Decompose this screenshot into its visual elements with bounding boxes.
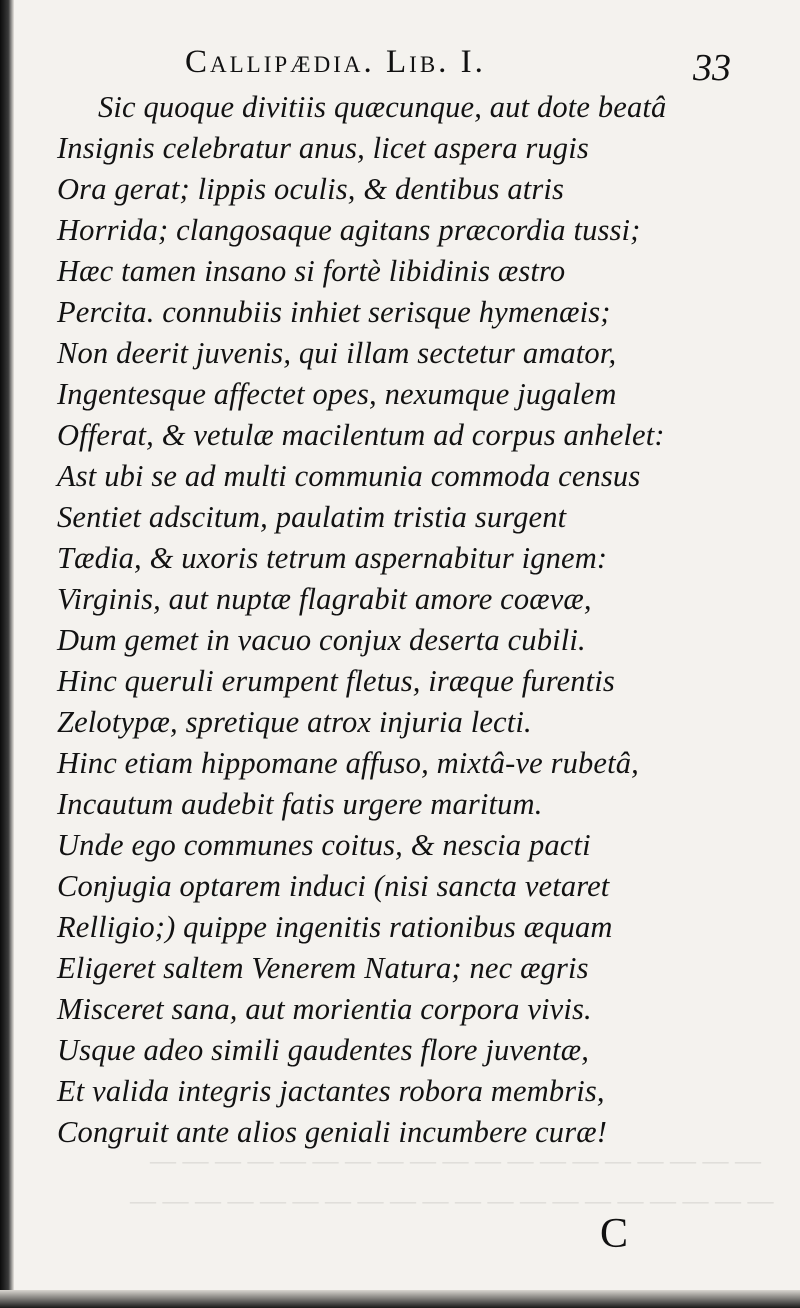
verse-line: Percita. connubiis inhiet serisque hymenæis;: [57, 295, 611, 329]
verse-line: Horrida; clangosaque agitans præcordia tussi;: [57, 213, 641, 247]
verse-line: Ast ubi se ad multi communia commoda census: [57, 459, 641, 493]
verse-line: Hinc etiam hippomane affuso, mixtâ-ve rubetâ,: [57, 746, 639, 780]
verse-line: Congruit ante alios geniali incumbere curæ!: [57, 1115, 608, 1149]
verse-line: Hinc queruli erumpent fletus, iræque furentis: [57, 664, 615, 698]
running-title: Callipædia. Lib. I.: [185, 44, 486, 80]
page-number: 33: [693, 47, 731, 89]
verse-line: Non deerit juvenis, qui illam sectetur amator,: [57, 336, 617, 370]
verse-line: Usque adeo simili gaudentes flore juventæ,: [57, 1033, 590, 1067]
show-through-line: — — — — — — — — — — — — — — — — — — — —: [130, 1186, 774, 1215]
verse-line: Virginis, aut nuptæ flagrabit amore coævæ,: [57, 582, 592, 616]
verse-line: Dum gemet in vacuo conjux deserta cubili.: [57, 623, 586, 657]
verse-line: Zelotypæ, spretique atrox injuria lecti.: [57, 705, 532, 739]
verse-line: Conjugia optarem induci (nisi sancta vetaret: [57, 869, 610, 903]
verse-line: Offerat, & vetulæ macilentum ad corpus anhelet:: [57, 418, 665, 452]
verse-line: Incautum audebit fatis urgere maritum.: [57, 787, 543, 821]
verse-line: Misceret sana, aut morientia corpora vivis.: [57, 992, 592, 1026]
verse-line: Ora gerat; lippis oculis, & dentibus atris: [57, 172, 565, 206]
verse-line: Hæc tamen insano si fortè libidinis æstro: [57, 254, 566, 288]
verse-line: Tædia, & uxoris tetrum aspernabitur ignem:: [57, 541, 608, 575]
verse-line: Sic quoque divitiis quæcunque, aut dote beatâ: [98, 90, 667, 124]
verse-line: Insignis celebratur anus, licet aspera rugis: [57, 131, 589, 165]
verse-line: Unde ego communes coitus, & nescia pacti: [57, 828, 591, 862]
verse-line: Sentiet adscitum, paulatim tristia surgent: [57, 500, 567, 534]
page-bottom-shadow: [0, 1290, 800, 1308]
signature-mark: C: [600, 1211, 629, 1257]
verse-line: Ingentesque affectet opes, nexumque jugalem: [57, 377, 617, 411]
verse-line: Et valida integris jactantes robora membris,: [57, 1074, 605, 1108]
verse-line: Eligeret saltem Venerem Natura; nec ægris: [57, 951, 589, 985]
show-through-line: — — — — — — — — — — — — — — — — — — —: [150, 1146, 761, 1175]
verse-line: Relligio;) quippe ingenitis rationibus æquam: [57, 910, 613, 944]
